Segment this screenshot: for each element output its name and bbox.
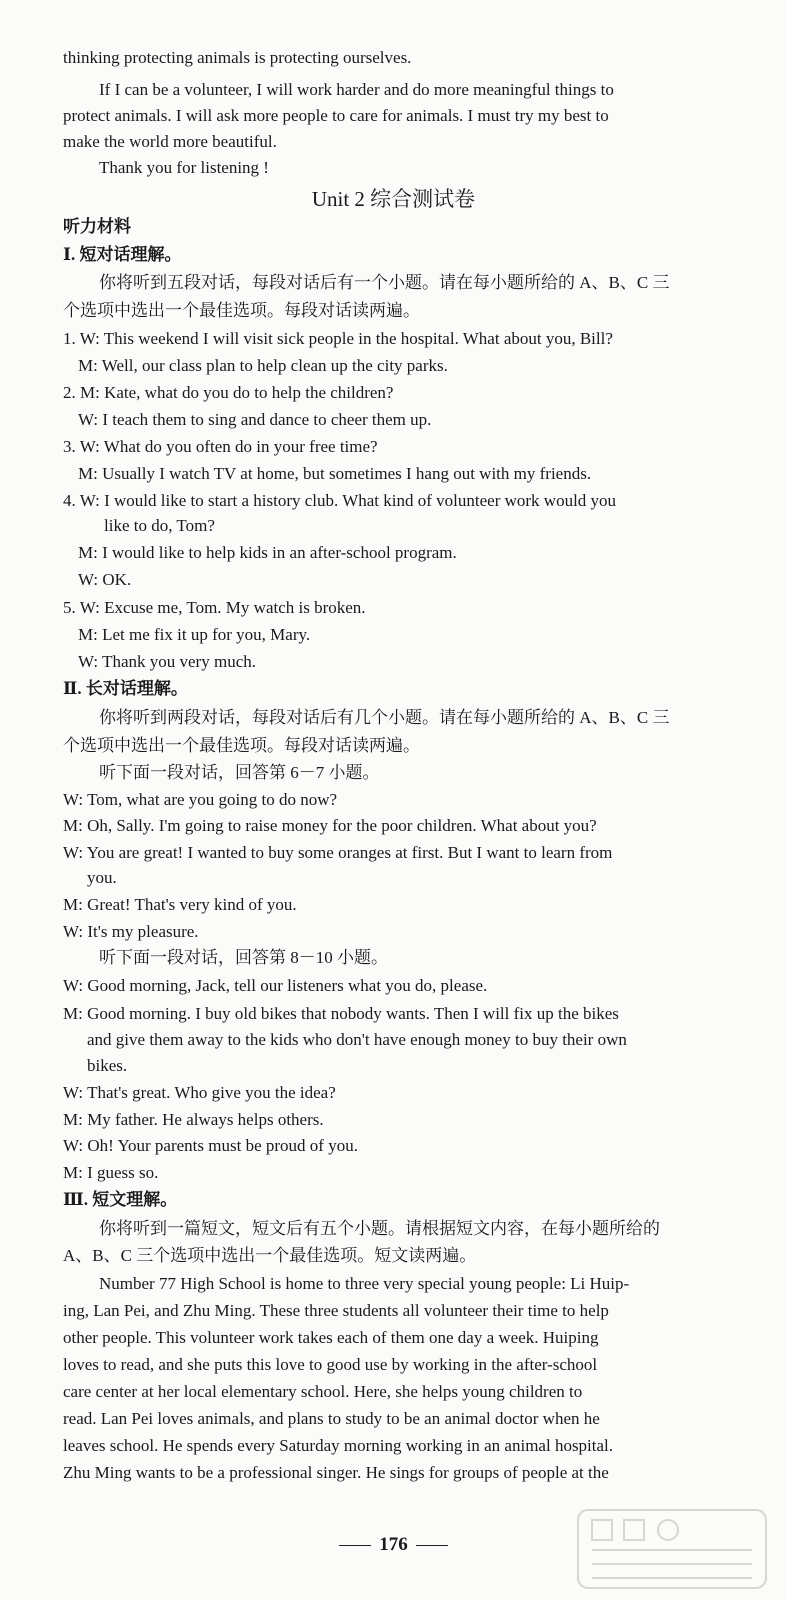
instruction-line: 听下面一段对话，回答第 6－7 小题。 — [99, 763, 380, 782]
dialogue-line: 3. W: What do you often do in your free time? — [63, 437, 378, 456]
instruction-line: 你将听到一篇短文，短文后有五个小题。请根据短文内容，在每小题所给的 — [99, 1219, 660, 1238]
dialogue-line: M: Great! That's very kind of you. — [63, 895, 297, 914]
dialogue-line: M: Well, our class plan to help clean up the city parks. — [78, 356, 448, 375]
instruction-line: 个选项中选出一个最佳选项。每段对话读两遍。 — [63, 301, 420, 320]
dialogue-line: 1. W: This weekend I will visit sick people in the hospital. What about you, Bill? — [63, 329, 613, 348]
text-line: make the world more beautiful. — [63, 132, 277, 151]
passage-line: other people. This volunteer work takes each of them one day a week. Huiping — [63, 1328, 599, 1347]
passage-line: ing, Lan Pei, and Zhu Ming. These three students all volunteer their time to help — [63, 1301, 609, 1320]
right-dash — [416, 1545, 448, 1546]
instruction-line: 听下面一段对话，回答第 8－10 小题。 — [99, 948, 388, 967]
section-heading: 听力材料 — [63, 217, 131, 236]
dialogue-line: W: That's great. Who give you the idea? — [63, 1083, 336, 1102]
text-line: If I can be a volunteer, I will work harder and do more meaningful things to — [99, 80, 614, 99]
passage-line: leaves school. He spends every Saturday morning working in an animal hospital. — [63, 1436, 614, 1455]
dialogue-line: 4. W: I would like to start a history club. What kind of volunteer work would you — [63, 491, 617, 510]
dialogue-line: 2. M: Kate, what do you do to help the children? — [63, 383, 394, 402]
dialogue-line: M: My father. He always helps others. — [63, 1110, 324, 1129]
dialogue-line: M: Good morning. I buy old bikes that nobody wants. Then I will fix up the bikes — [63, 1004, 619, 1023]
passage-line: read. Lan Pei loves animals, and plans to study to be an animal doctor when he — [63, 1409, 600, 1428]
dialogue-line: and give them away to the kids who don't have enough money to buy their own — [87, 1030, 627, 1049]
dialogue-line: M: I guess so. — [63, 1163, 159, 1182]
dialogue-line: W: Good morning, Jack, tell our listeners what you do, please. — [63, 976, 488, 995]
watermark-logo — [572, 1506, 772, 1592]
instruction-line: 个选项中选出一个最佳选项。每段对话读两遍。 — [63, 736, 420, 755]
dialogue-line: W: OK. — [78, 570, 132, 589]
dialogue-line: like to do, Tom? — [104, 516, 215, 535]
passage-line: loves to read, and she puts this love to good use by working in the after-school — [63, 1355, 598, 1374]
section-heading: Ⅰ. 短对话理解。 — [63, 245, 182, 264]
section-title: Unit 2 综合测试卷 — [311, 187, 476, 211]
dialogue-line: W: You are great! I wanted to buy some oranges at first. But I want to learn from — [63, 843, 613, 862]
page-number: 176 — [0, 1534, 787, 1556]
section-heading: Ⅱ. 长对话理解。 — [63, 679, 188, 698]
dialogue-line: W: It's my pleasure. — [63, 922, 199, 941]
section-heading: Ⅲ. 短文理解。 — [63, 1190, 178, 1209]
passage-line: Zhu Ming wants to be a professional singer. He sings for groups of people at the — [63, 1463, 609, 1482]
passage-line: Number 77 High School is home to three very special young people: Li Huip- — [99, 1274, 630, 1293]
left-dash — [339, 1545, 371, 1546]
dialogue-line: W: Thank you very much. — [78, 652, 256, 671]
dialogue-line: W: I teach them to sing and dance to cheer them up. — [78, 410, 432, 429]
dialogue-line: 5. W: Excuse me, Tom. My watch is broken. — [63, 598, 366, 617]
instruction-line: 你将听到两段对话，每段对话后有几个小题。请在每小题所给的 A、B、C 三 — [99, 708, 670, 727]
text-line: Thank you for listening ! — [99, 158, 269, 177]
passage-line: care center at her local elementary school. Here, she helps young children to — [63, 1382, 583, 1401]
dialogue-line: M: I would like to help kids in an after-school program. — [78, 543, 457, 562]
text-line: thinking protecting animals is protecting ourselves. — [63, 48, 412, 67]
dialogue-line: M: Usually I watch TV at home, but sometimes I hang out with my friends. — [78, 464, 592, 483]
dialogue-line: W: Tom, what are you going to do now? — [63, 790, 338, 809]
instruction-line: 你将听到五段对话，每段对话后有一个小题。请在每小题所给的 A、B、C 三 — [99, 273, 670, 292]
instruction-line: A、B、C 三个选项中选出一个最佳选项。短文读两遍。 — [63, 1246, 477, 1265]
text-line: protect animals. I will ask more people to care for animals. I must try my best to — [63, 106, 609, 125]
dialogue-line: M: Oh, Sally. I'm going to raise money for the poor children. What about you? — [63, 816, 597, 835]
dialogue-line: M: Let me fix it up for you, Mary. — [78, 625, 311, 644]
dialogue-line: W: Oh! Your parents must be proud of you. — [63, 1136, 358, 1155]
dialogue-line: you. — [87, 868, 117, 887]
dialogue-line: bikes. — [87, 1056, 128, 1075]
